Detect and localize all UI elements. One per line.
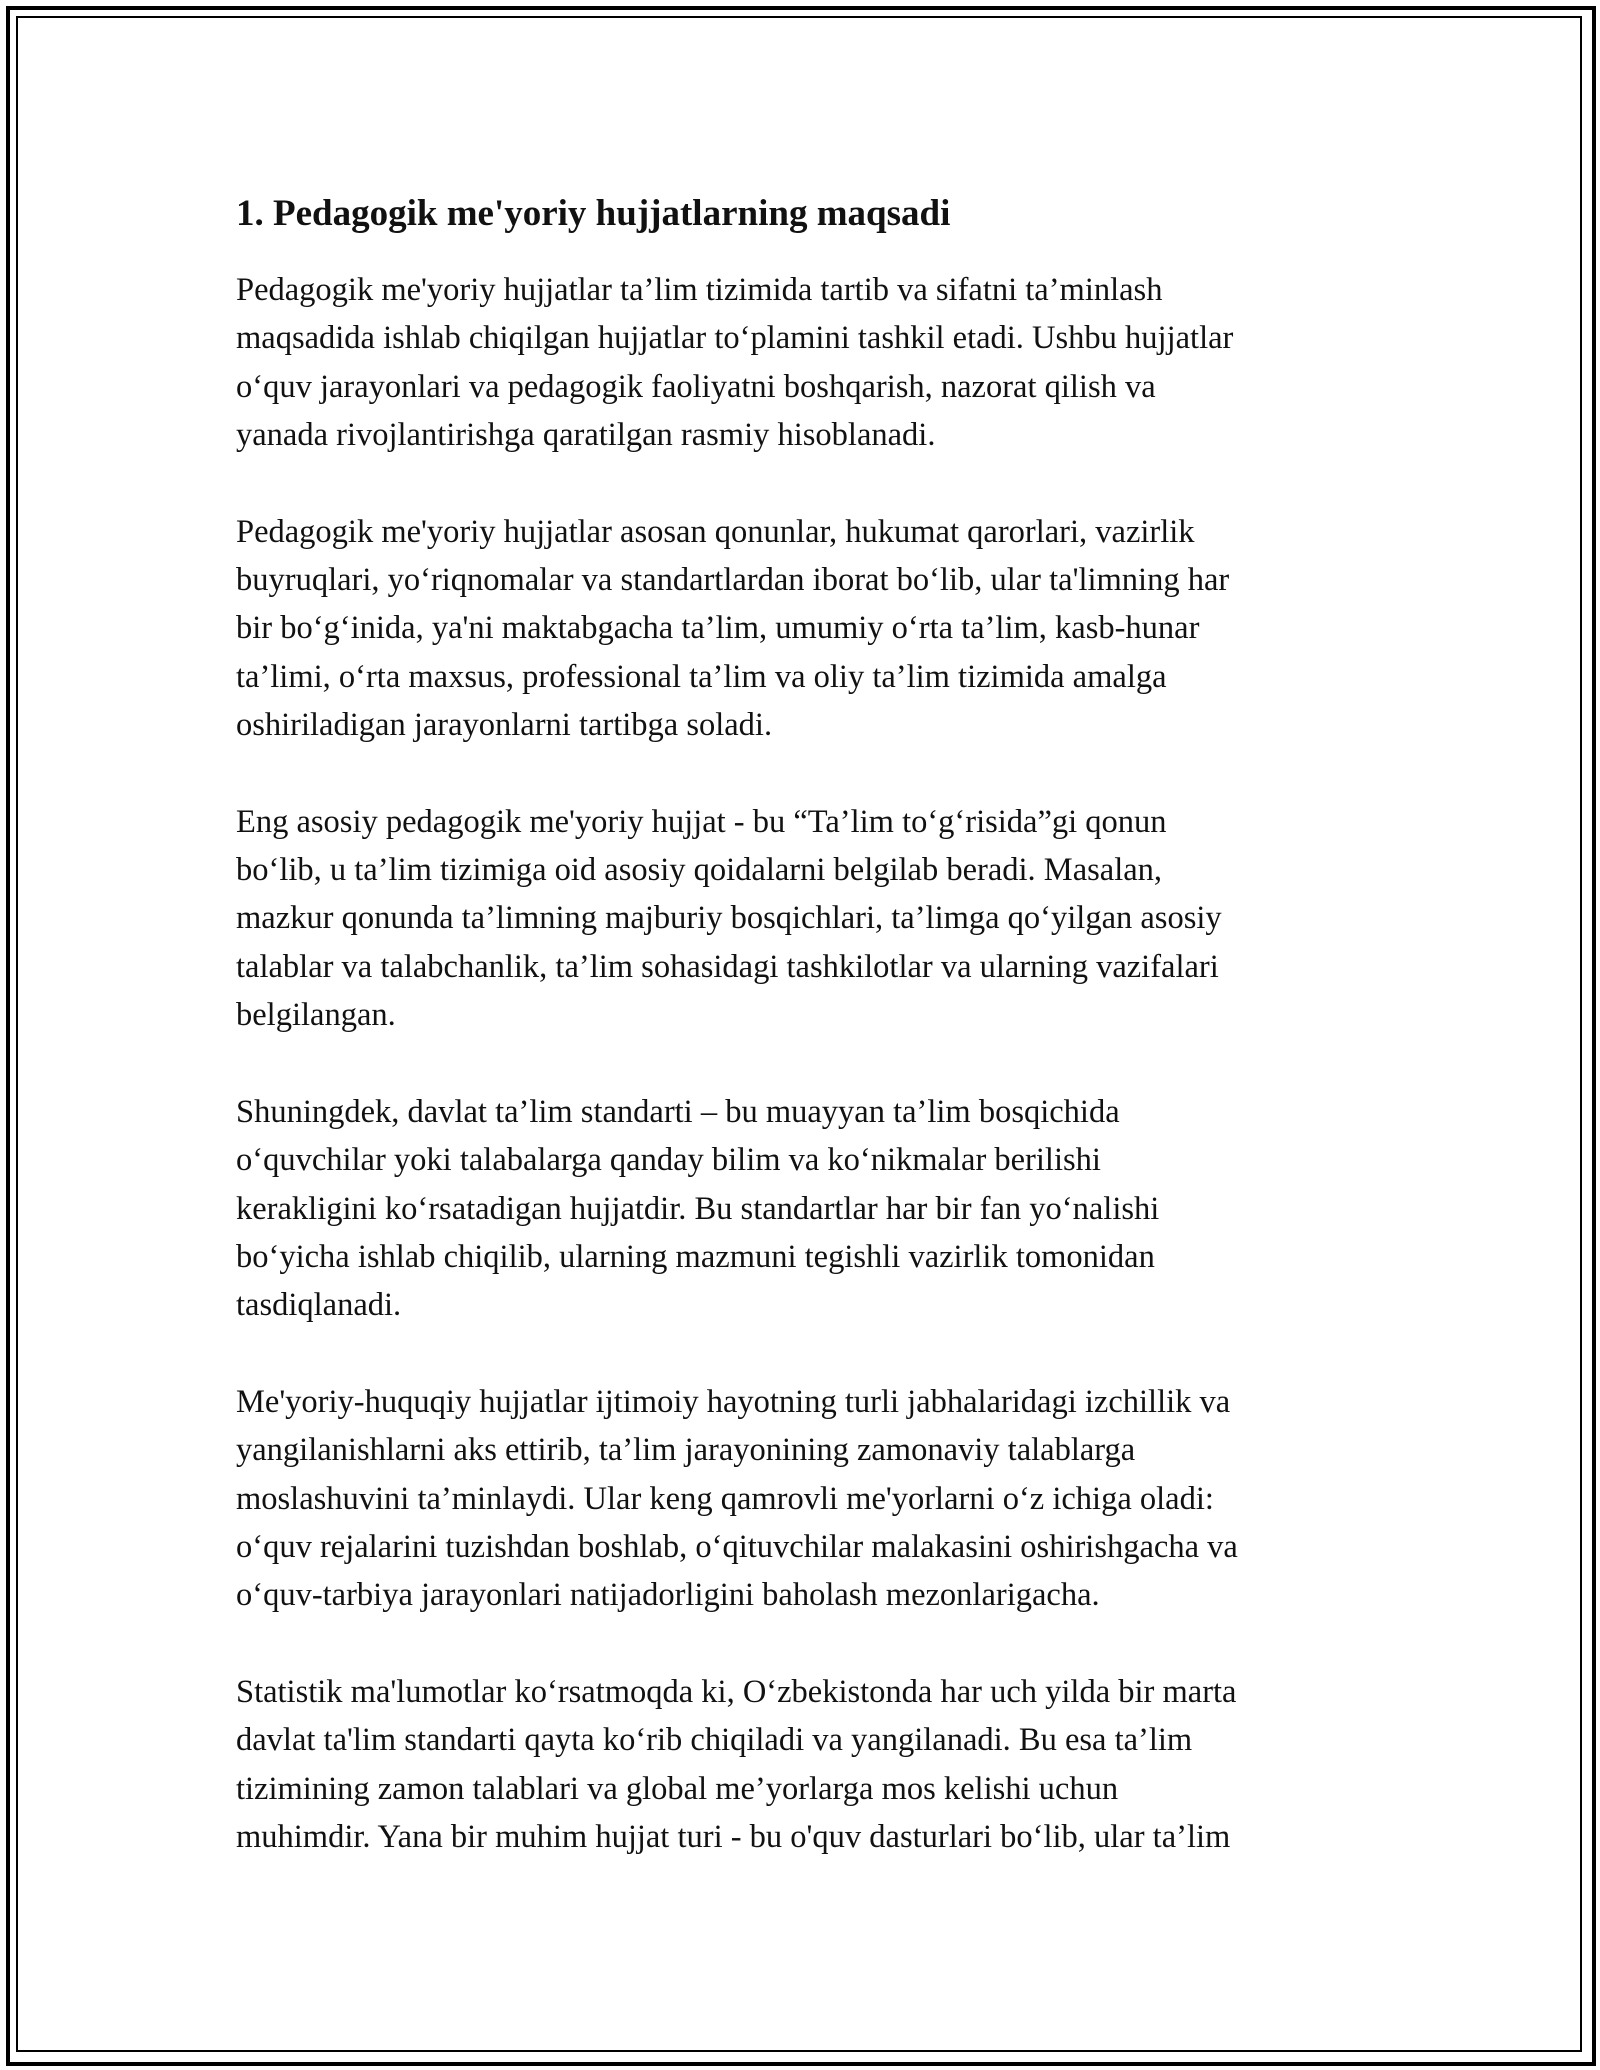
text-line: o‘quvchilar yoki talabalarga qanday bilim va ko‘nikmalar berilishi (236, 1142, 1101, 1179)
text-line: moslashuvini ta’minlaydi. Ular keng qamrovli me'yorlarni o‘z ichiga oladi: (236, 1480, 1214, 1517)
text-line: Pedagogik me'yoriy hujjatlar asosan qonunlar, hukumat qarorlari, vazirlik (236, 513, 1195, 550)
text-line: Pedagogik me'yoriy hujjatlar ta’lim tizimida tartib va sifatni ta’minlash (236, 272, 1163, 308)
text-line: ta’limi, o‘rta maxsus, professional ta’lim va oliy ta’lim tizimida amalga (236, 658, 1167, 695)
text-line: o‘quv jarayonlari va pedagogik faoliyatni boshqarish, nazorat qilish va (236, 368, 1156, 405)
text-line: Shuningdek, davlat ta’lim standarti – bu muayyan ta’lim bosqichida (236, 1093, 1120, 1130)
text-line: maqsadida ishlab chiqilgan hujjatlar to‘plamini tashkil etadi. Ushbu hujjatlar (236, 320, 1234, 357)
paragraph-5 (236, 1378, 1386, 1620)
text-line: tizimining zamon talablari va global me’yorlarga mos kelishi uchun (236, 1770, 1119, 1807)
text-line: talablar va talabchanlik, ta’lim sohasidagi tashkilotlar va ularning vazifalari (236, 948, 1219, 985)
text-line: kerakligini ko‘rsatadigan hujjatdir. Bu standartlar har bir fan yo‘nalishi (236, 1190, 1160, 1227)
paragraph-4 (236, 1088, 1386, 1330)
document-body (236, 188, 1386, 1909)
paragraph-2 (236, 508, 1386, 750)
text-line: mazkur qonunda ta’limning majburiy bosqichlari, ta’limga qo‘yilgan asosiy (236, 900, 1222, 937)
text-line: Eng asosiy pedagogik me'yoriy hujjat - bu “Ta’lim to‘g‘risida”gi qonun (236, 803, 1167, 840)
text-line: tasdiqlanadi. (236, 1287, 402, 1324)
text-line: yanada rivojlantirishga qaratilgan rasmiy hisoblanadi. (236, 417, 936, 454)
paragraph-3 (236, 798, 1386, 1040)
text-line: muhimdir. Yana bir muhim hujjat turi - bu o'quv dasturlari bo‘lib, ular ta’lim (236, 1818, 1231, 1855)
text-line: bo‘lib, u ta’lim tizimiga oid asosiy qoidalarni belgilab beradi. Masalan, (236, 852, 1163, 889)
text-line: bir bo‘g‘inida, ya'ni maktabgacha ta’lim, umumiy o‘rta ta’lim, kasb-hunar (236, 610, 1200, 647)
text-line: yangilanishlarni aks ettirib, ta’lim jarayonining zamonaviy talablarga (236, 1432, 1136, 1469)
text-line: buyruqlari, yo‘riqnomalar va standartlardan iborat bo‘lib, ular ta'limning har (236, 562, 1230, 599)
text-line: oshiriladigan jarayonlarni tartibga soladi. (236, 707, 773, 744)
text-line: o‘quv-tarbiya jarayonlari natijadorligini baholash mezonlarigacha. (236, 1577, 1100, 1614)
text-line: Me'yoriy-huquqiy hujjatlar ijtimoiy hayotning turli jabhalaridagi izchillik va (236, 1383, 1231, 1420)
paragraph-1 (236, 266, 1386, 460)
section-heading: 1. Pedagogik me'yoriy hujjatlarning maqsadi (236, 193, 951, 234)
paragraph-6 (236, 1668, 1386, 1862)
text-line: o‘quv rejalarini tuzishdan boshlab, o‘qituvchilar malakasini oshirishgacha va (236, 1528, 1238, 1565)
text-line: davlat ta'lim standarti qayta ko‘rib chiqiladi va yangilanadi. Bu esa ta’lim (236, 1722, 1193, 1759)
text-line: Statistik ma'lumotlar ko‘rsatmoqda ki, O‘zbekistonda har uch yilda bir marta (236, 1673, 1237, 1710)
text-line: belgilangan. (236, 997, 396, 1034)
text-line: bo‘yicha ishlab chiqilib, ularning mazmuni tegishli vazirlik tomonidan (236, 1238, 1155, 1275)
